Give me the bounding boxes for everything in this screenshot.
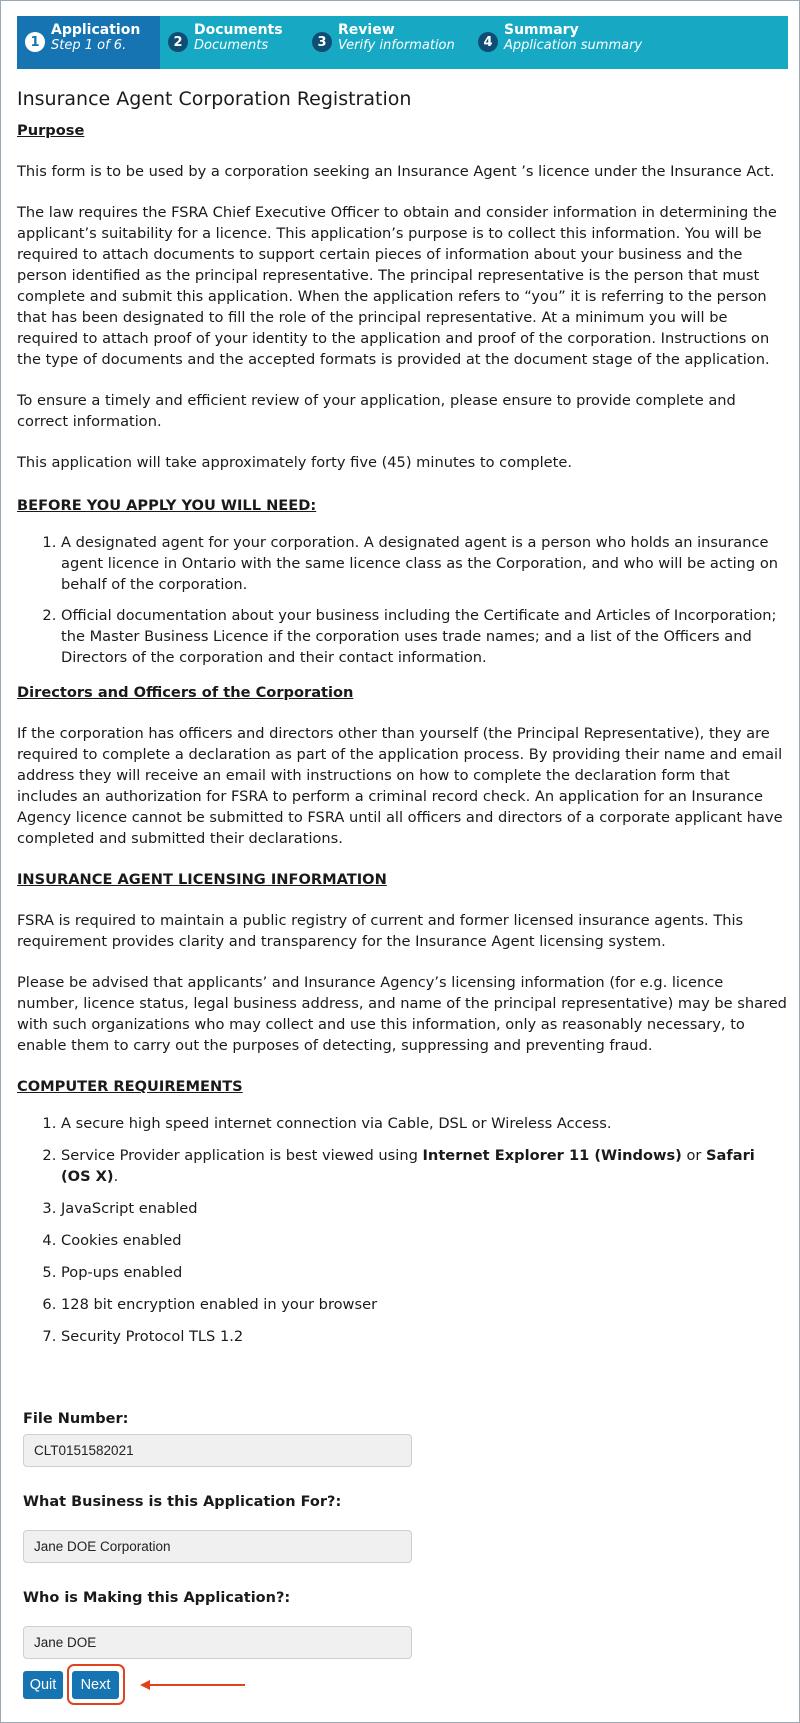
step-number: 3 <box>312 32 332 52</box>
step-review[interactable] <box>304 16 470 69</box>
next-highlight-box <box>67 1664 125 1705</box>
page-title: Insurance Agent Corporation Registration <box>17 88 412 110</box>
purpose-paragraph: The law requires the FSRA Chief Executive Officer to obtain and consider information in determining the applicant’s suitability for a licence. This application’s purpose is to collect this information. You will be required to attach documents to support certain pieces of information about your business and the person identified as the principal representative. The principal representative is the person that must complete and submit this application. When the application refers to “you” it is referring to the person that has been designated to fill the role of the principal representative. At a minimum you will be required to attach proof of your identity to the application and proof of the corporation. Instructions on the type of documents and the accepted formats is provided at the document stage of the application. <box>17 204 777 368</box>
step-documents[interactable] <box>160 16 304 69</box>
purpose-heading: Purpose <box>17 122 85 139</box>
business-label: What Business is this Application For?: <box>23 1494 342 1510</box>
step-application[interactable] <box>17 16 160 69</box>
licensing-paragraph: FSRA is required to maintain a public registry of current and former licensed insurance agents. This requirement provides clarity and transparency for the Insurance Agent licensing system. <box>17 912 744 950</box>
step-title: Application <box>51 22 141 38</box>
arrow-line <box>142 1684 245 1686</box>
list-item: 2. Service Provider application is best viewed using Internet Explorer 11 (Windows) or Safari (OS X). <box>61 1145 787 1187</box>
step-number: 1 <box>25 32 45 52</box>
step-summary[interactable] <box>470 16 770 69</box>
list-item: 2. Official documentation about your business including the Certificate and Articles of Incorporation; the Master Business Licence if the corporation uses trade names; and a list of the Officers and Directors of the corporation and their contact information. <box>61 605 787 668</box>
directors-heading: Directors and Officers of the Corporation <box>17 684 354 701</box>
step-subtitle: Verify information <box>338 38 455 53</box>
application-form <box>23 1409 413 1659</box>
list-item: 7. Security Protocol TLS 1.2 <box>61 1326 787 1347</box>
list-item: 6. 128 bit encryption enabled in your browser <box>61 1294 787 1315</box>
list-item: 4. Cookies enabled <box>61 1230 787 1251</box>
next-button[interactable]: Next <box>72 1671 119 1699</box>
directors-paragraph: If the corporation has officers and directors other than yourself (the Principal Representative), they are required to complete a declaration as part of the application process. By providing their name and email address they will receive an email with instructions on how to complete the declaration form that includes an authorization for FSRA to perform a criminal record check. An application for an Insurance Agency licence cannot be submitted to FSRA until all officers and directors of a corporate applicant have completed and submitted their declarations. <box>17 725 783 847</box>
step-title: Documents <box>194 22 283 38</box>
step-title: Review <box>338 22 395 38</box>
applicant-field[interactable]: Jane DOE <box>23 1626 412 1659</box>
licensing-heading: INSURANCE AGENT LICENSING INFORMATION <box>17 871 387 888</box>
computer-heading: COMPUTER REQUIREMENTS <box>17 1078 243 1095</box>
step-subtitle: Step 1 of 6. <box>51 38 127 53</box>
file-number-label: File Number: <box>23 1411 129 1427</box>
list-item: 3. JavaScript enabled <box>61 1198 787 1219</box>
licensing-paragraph: Please be advised that applicants’ and Insurance Agency’s licensing information (for e.g. licence number, licence status, legal business address, and name of the principal representative) may be shared with such organizations who may collect and use this information, only as reasonably necessary, to enable them to carry out the purposes of detecting, suppressing and preventing fraud. <box>17 974 787 1054</box>
before-heading: BEFORE YOU APPLY YOU WILL NEED: <box>17 497 317 514</box>
quit-button[interactable]: Quit <box>23 1671 63 1699</box>
list-item: 1. A designated agent for your corporation. A designated agent is a person who holds an insurance agent licence in Ontario with the same licence class as the Corporation, and who will be acting on behalf of the corporation. <box>61 532 787 595</box>
computer-list <box>17 1113 787 1347</box>
list-item: 1. A secure high speed internet connection via Cable, DSL or Wireless Access. <box>61 1113 787 1134</box>
step-subtitle: Application summary <box>504 38 643 53</box>
list-item: 5. Pop-ups enabled <box>61 1262 787 1283</box>
main-content <box>17 86 787 1347</box>
business-field[interactable]: Jane DOE Corporation <box>23 1530 412 1563</box>
step-title: Summary <box>504 22 579 38</box>
wizard-steps <box>17 16 788 69</box>
applicant-label: Who is Making this Application?: <box>23 1590 291 1606</box>
purpose-paragraph: This form is to be used by a corporation seeking an Insurance Agent ’s licence under the Insurance Act. <box>17 163 775 180</box>
purpose-paragraph: This application will take approximately forty five (45) minutes to complete. <box>17 454 572 471</box>
step-number: 2 <box>168 32 188 52</box>
before-list <box>17 532 787 668</box>
file-number-field[interactable]: CLT0151582021 <box>23 1434 412 1467</box>
step-subtitle: Documents <box>194 38 269 53</box>
purpose-paragraph: To ensure a timely and efficient review of your application, please ensure to provide complete and correct information. <box>17 392 736 430</box>
step-number: 4 <box>478 32 498 52</box>
